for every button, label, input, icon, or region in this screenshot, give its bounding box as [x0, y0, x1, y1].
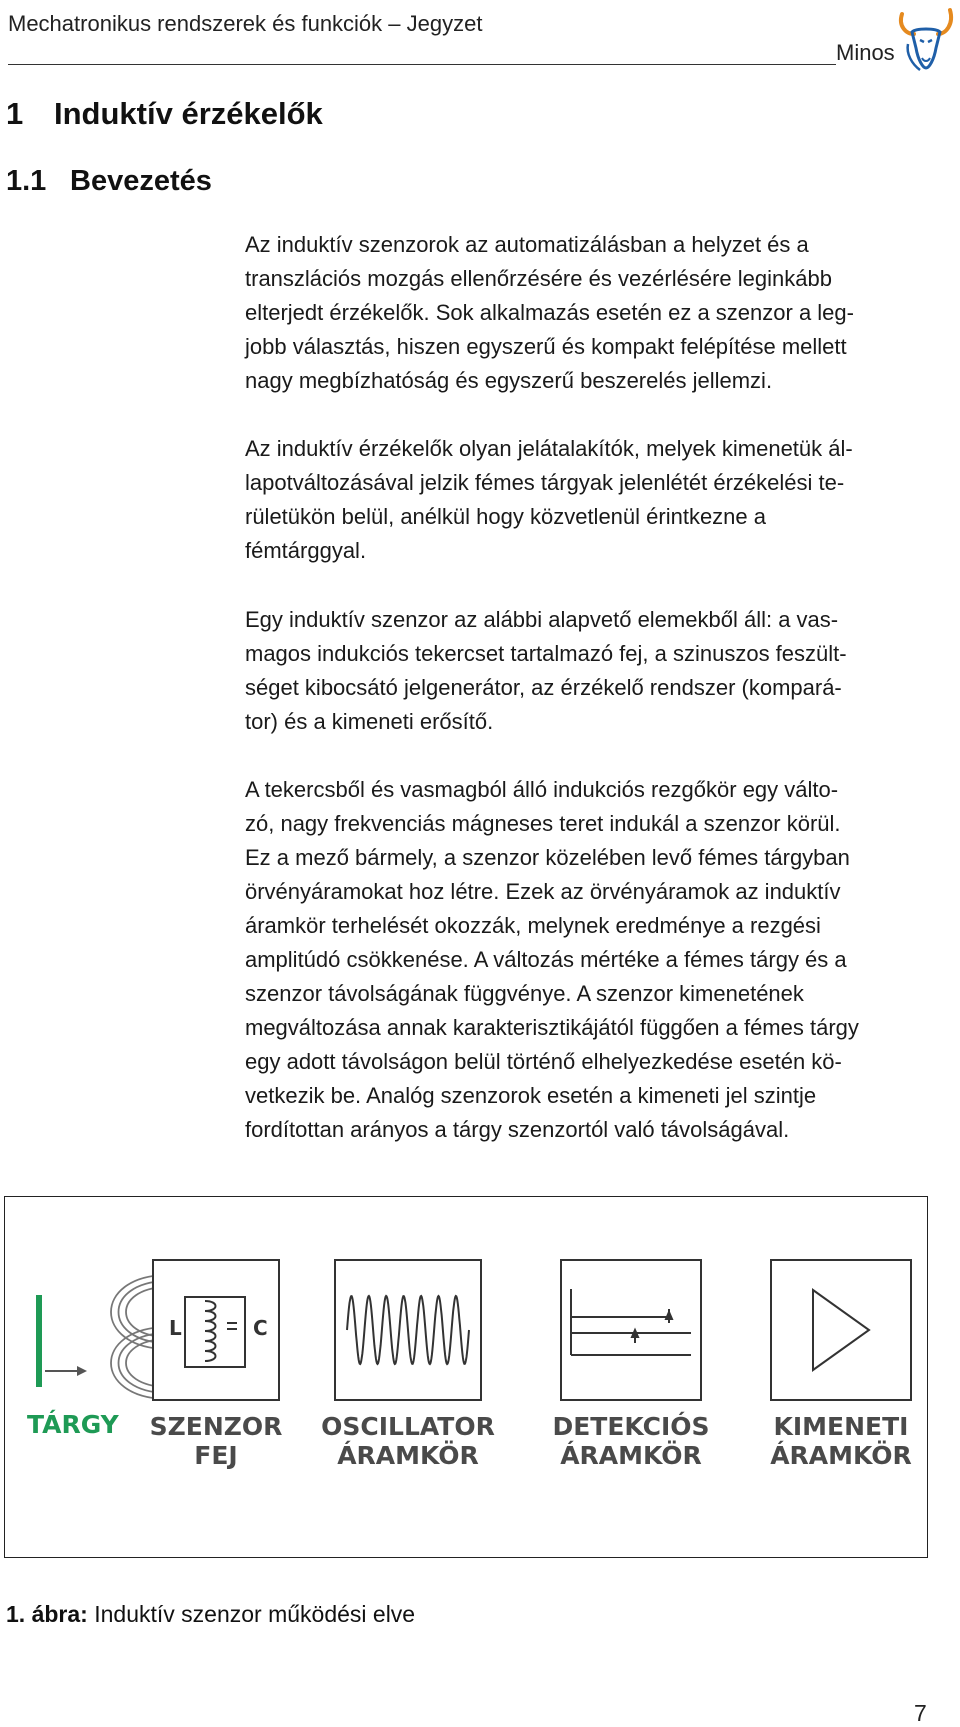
paragraph-4: A tekercsből és vasmagból álló indukciós rezgőkör egy válto- zó, nagy frekvenciás mágneses teret indukál a szenzor körül. Ez a mező bármely, a szenzor közelében levő fémes tárgyban örvényáramokat hoz létre. Ezek az örvényáramok az induktív áramkör terhelését okozzák, melynek eredménye a rezgési amplitúdó csökkenése. A változás mértéke a fémes tárgy és a szenzor távolságának függvénye. A szenzor kimenetének megváltozása annak karakterisztikájától függően a fémes tárgy egy adott távolságon belül történő elhelyezkedése esetén kö- vetkezik be. Analóg szenzorok esetén a kimeneti jel szintje fordítottan arányos a tárgy szenzortól való távolságával.: [245, 777, 859, 1142]
paragraph-2: Az induktív érzékelők olyan jelátalakítók, melyek kimenetük ál- lapotváltozásával jelzik fémes tárgyak jelenlétét érzékelési te- rületükön belül, anélkül hogy közvetlenül érintkezne a fémtárggyal.: [245, 436, 853, 563]
paragraph-3: Egy induktív szenzor az alábbi alapvető elemekből áll: a vas- magos indukciós tekercset tartalmazó fej, a szinuszos feszült- séget kibocsátó jelgenerátor, az érzékelő rendszer (kompará- tor) és a kimeneti erősítő.: [245, 607, 847, 734]
block-label-2-line2: ÁRAMKÖR: [337, 1441, 479, 1470]
block-label-1-line1: SZENZOR: [149, 1412, 283, 1441]
section-title: Induktív érzékelők: [54, 96, 323, 131]
section-heading: [6, 96, 323, 132]
block-label-2-line1: OSCILLATOR: [321, 1412, 495, 1441]
subsection-number: 1.1: [6, 165, 47, 197]
page-number: 7: [914, 1700, 927, 1726]
diagram-svg: [5, 1197, 929, 1559]
running-header-title: Mechatronikus rendszerek és funkciók – Jegyzet: [8, 11, 483, 36]
header-rule: [8, 64, 836, 65]
section-number: 1: [6, 96, 24, 131]
detection-block: [561, 1260, 701, 1400]
target-bar: [36, 1295, 42, 1387]
figure-caption-label: 1. ábra:: [6, 1601, 88, 1627]
coil-c-label: C: [253, 1316, 268, 1340]
subsection-title: Bevezetés: [70, 165, 212, 197]
output-block: [771, 1260, 911, 1400]
figure-inductive-sensor-diagram: [4, 1196, 928, 1558]
block-label-4-line2: ÁRAMKÖR: [770, 1441, 912, 1470]
coil-l-label: L: [169, 1316, 182, 1340]
figure-caption: [6, 1601, 415, 1628]
subsection-heading: [6, 165, 212, 198]
block-label-3-line2: ÁRAMKÖR: [560, 1441, 702, 1470]
block-label-1-line2: FEJ: [194, 1441, 238, 1470]
figure-caption-text: Induktív szenzor működési elve: [94, 1601, 416, 1627]
block-label-3-line1: DETEKCIÓS: [552, 1412, 710, 1441]
paragraph-1: Az induktív szenzorok az automatizálásban a helyzet és a transzlációs mozgás ellenőrzésére és vezérlésére leginkább elterjedt érzékelők. Sok alkalmazás esetén ez a szenzor a leg- jobb választás, hiszen egyszerű és kompakt felépítése mellett nagy megbízhatóság és egyszerű beszerelés jellemzi.: [245, 232, 854, 393]
target-label: TÁRGY: [27, 1410, 119, 1439]
block-label-4-line1: KIMENETI: [773, 1412, 909, 1441]
bull-head-logo-icon: [896, 4, 956, 72]
running-header-author: Minos: [836, 40, 895, 65]
arrow-right-icon: [45, 1366, 87, 1376]
